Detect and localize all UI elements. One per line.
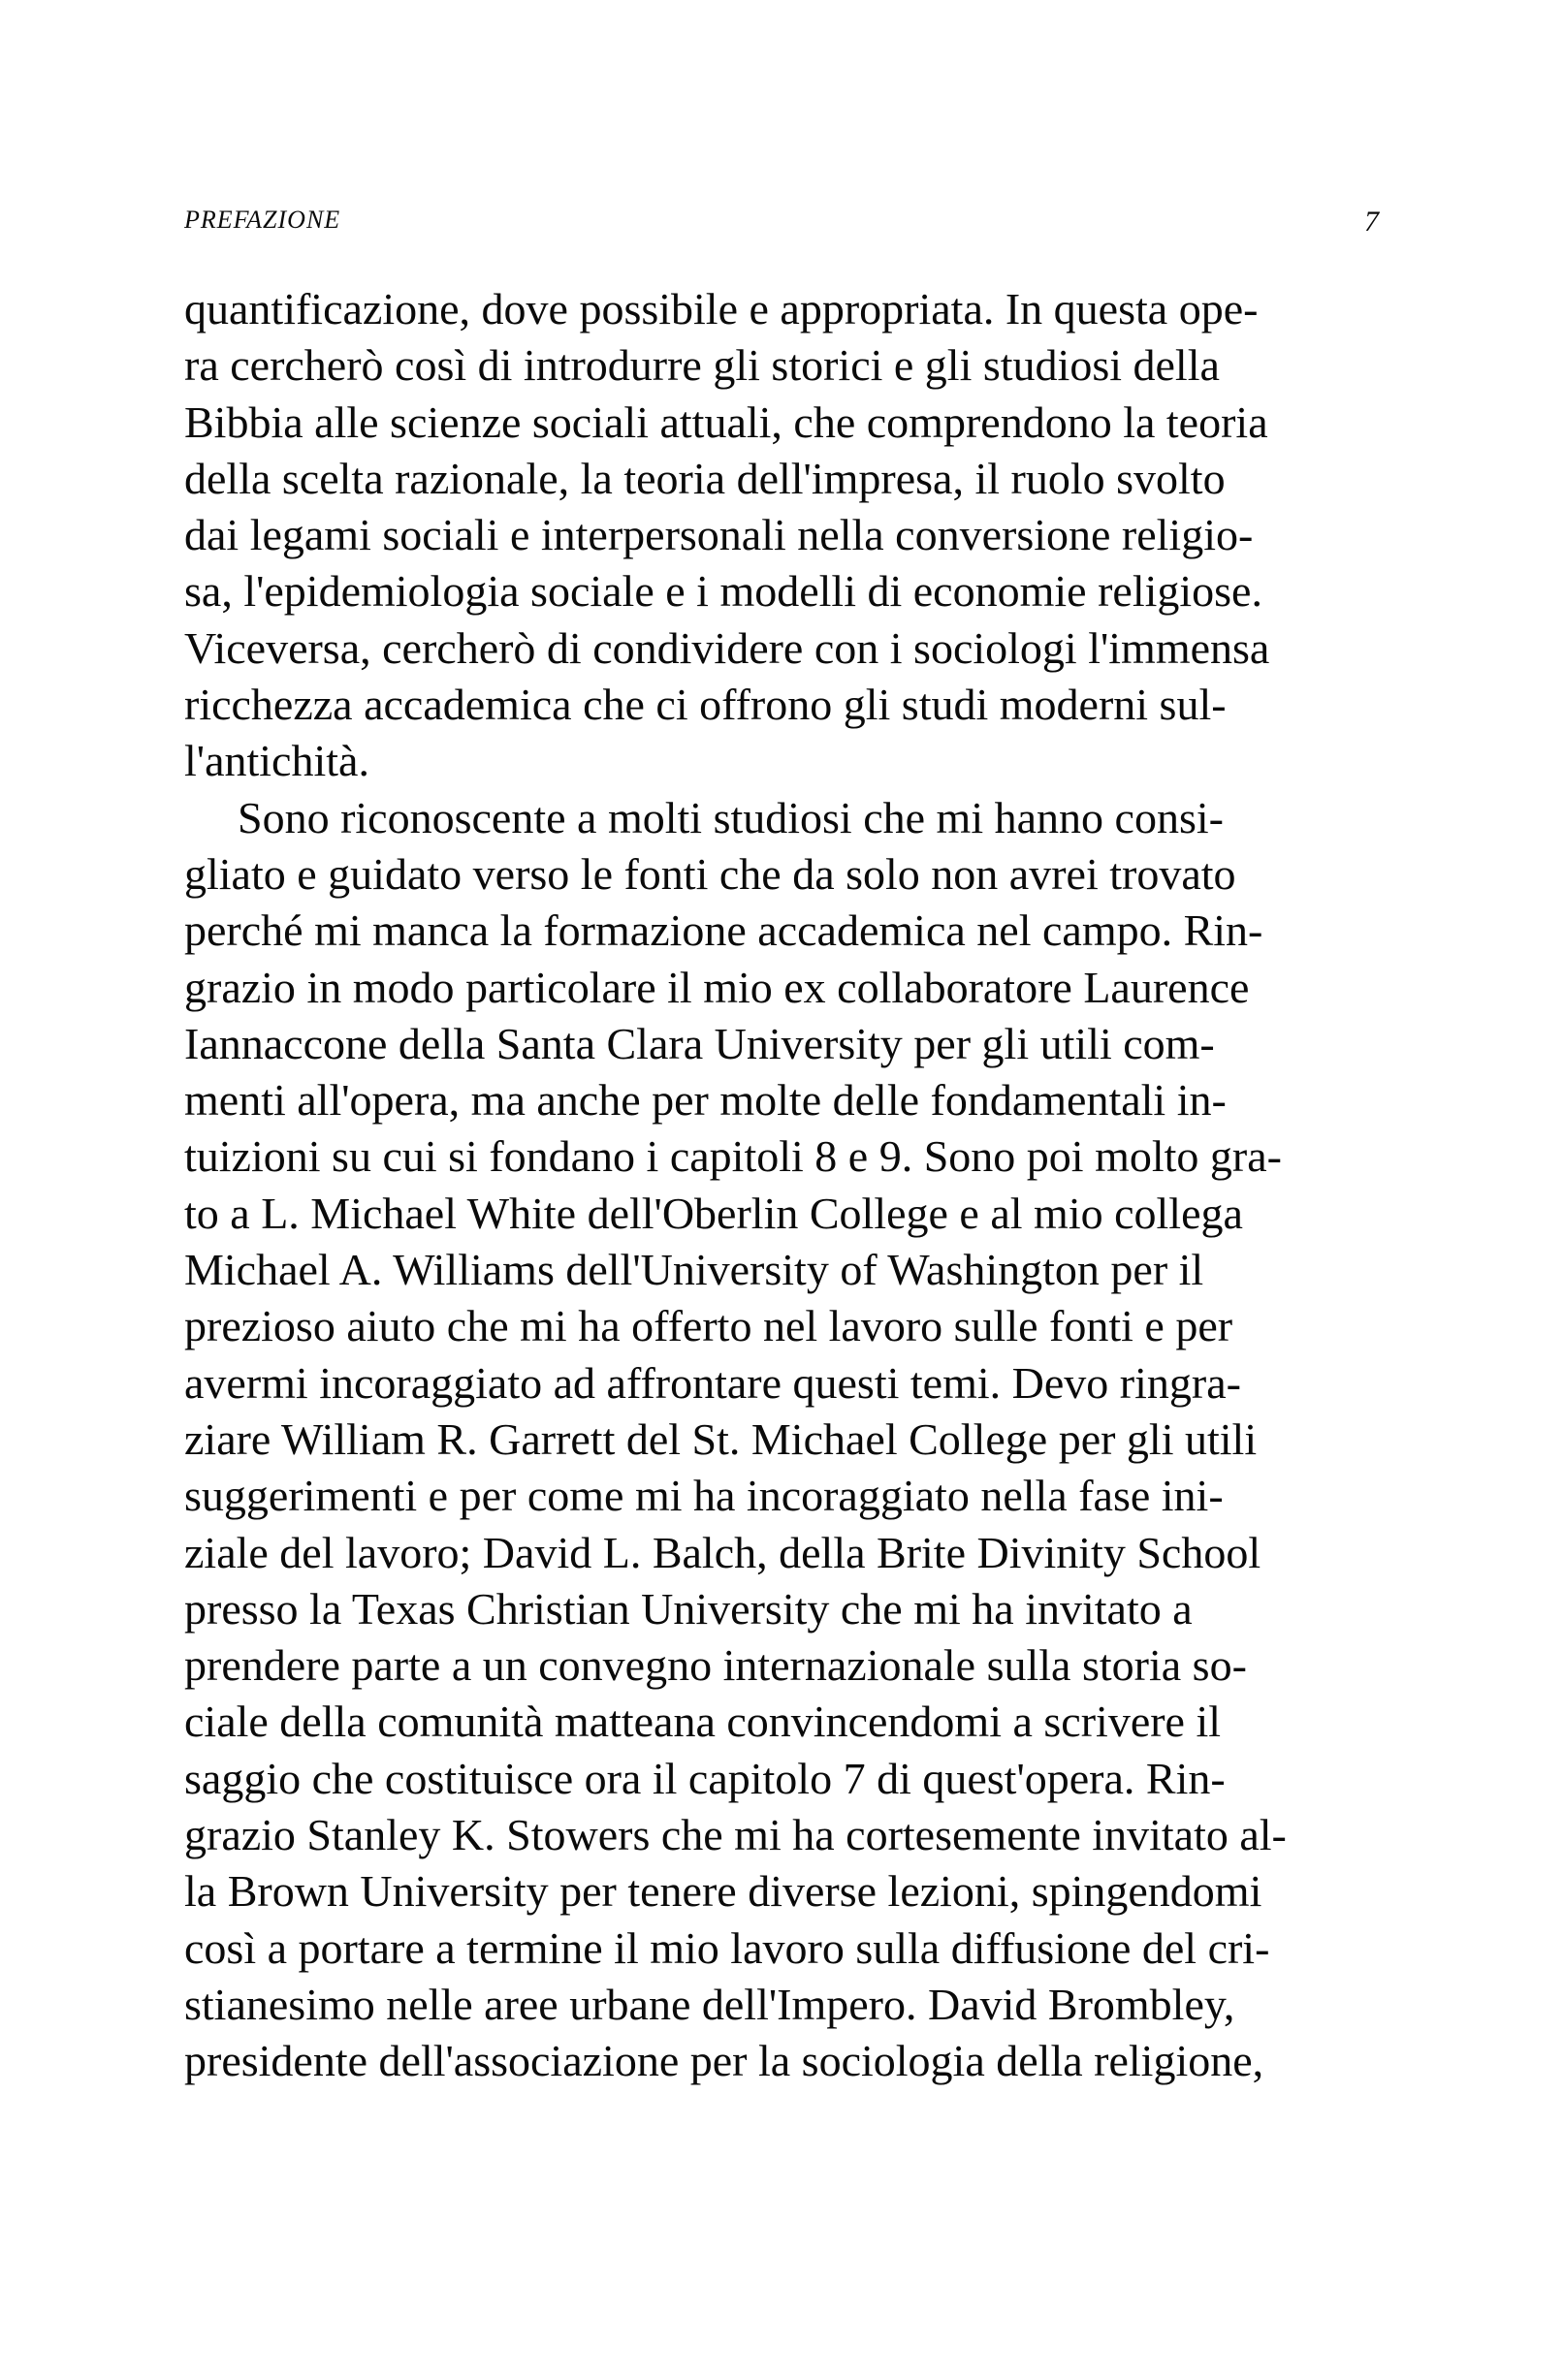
text-line: avermi incoraggiato ad affrontare questi temi. Devo ringra- <box>184 1357 1241 1408</box>
text-line: ricchezza accademica che ci offrono gli studi moderni sul- <box>184 680 1227 730</box>
text-line: Viceversa, cercherò di condividere con i sociologi l'immensa <box>184 622 1270 673</box>
text-line: quantificazione, dove possibile e appropriata. In questa ope- <box>184 284 1259 333</box>
text-line: presso la Texas Christian University che mi ha invitato a <box>184 1583 1193 1634</box>
text-line: prendere parte a un convegno internazionale sulla storia so- <box>184 1640 1247 1691</box>
text-line: grazio Stanley K. Stowers che mi ha cortesemente invitato al- <box>184 1810 1287 1860</box>
text-line: grazio in modo particolare il mio ex collaboratore Laurence <box>184 962 1250 1012</box>
text-line: dai legami sociali e interpersonali nella conversione religio- <box>184 510 1254 560</box>
text-line: presidente dell'associazione per la sociologia della religione, <box>184 2036 1264 2086</box>
text-line: la Brown University per tenere diverse lezioni, spingendomi <box>184 1866 1262 1917</box>
paragraph-first-line: Sono riconoscente a molti studiosi che mi hanno consi- <box>238 792 1224 842</box>
text-line: stianesimo nelle aree urbane dell'Impero. David Brombley, <box>184 1979 1235 2029</box>
text-line: ziale del lavoro; David L. Balch, della Brite Divinity School <box>184 1527 1261 1577</box>
running-head <box>184 206 1379 244</box>
text-line: suggerimenti e per come mi ha incoraggiato nella fase ini- <box>184 1471 1224 1521</box>
text-line: Iannaccone della Santa Clara University per gli utili com- <box>184 1018 1215 1068</box>
text-line: così a portare a termine il mio lavoro sulla diffusione del cri- <box>184 1922 1270 1973</box>
body-text <box>184 281 1391 2090</box>
text-line: sa, l'epidemiologia sociale e i modelli di economie religiose. <box>184 566 1262 617</box>
text-line: ciale della comunità matteana convincendomi a scrivere il <box>184 1697 1222 1747</box>
text-line: prezioso aiuto che mi ha offerto nel lavoro sulle fonti e per <box>184 1301 1233 1351</box>
text-line: perché mi manca la formazione accademica nel campo. Rin- <box>184 905 1263 956</box>
text-line: tuizioni su cui si fondano i capitoli 8 e 9. Sono poi molto gra- <box>184 1131 1282 1182</box>
text-line: to a L. Michael White dell'Oberlin College e al mio collega <box>184 1188 1243 1238</box>
text-line: l'antichità. <box>184 736 369 786</box>
text-line: ra cercherò così di introdurre gli storici e gli studiosi della <box>184 340 1220 391</box>
text-line: menti all'opera, ma anche per molte delle fondamentali in- <box>184 1075 1227 1126</box>
text-line: gliato e guidato verso le fonti che da solo non avrei trovato <box>184 848 1236 899</box>
text-line: della scelta razionale, la teoria dell'impresa, il ruolo svolto <box>184 453 1226 503</box>
text-line: saggio che costituisce ora il capitolo 7 di quest'opera. Rin- <box>184 1753 1226 1803</box>
text-line: Bibbia alle scienze sociali attuali, che comprendono la teoria <box>184 397 1268 447</box>
running-title: PREFAZIONE <box>184 206 341 234</box>
text-line: Michael A. Williams dell'University of Washington per il <box>184 1245 1204 1295</box>
page-number: 7 <box>1364 206 1379 238</box>
text-line: ziare William R. Garrett del St. Michael College per gli utili <box>184 1413 1258 1464</box>
